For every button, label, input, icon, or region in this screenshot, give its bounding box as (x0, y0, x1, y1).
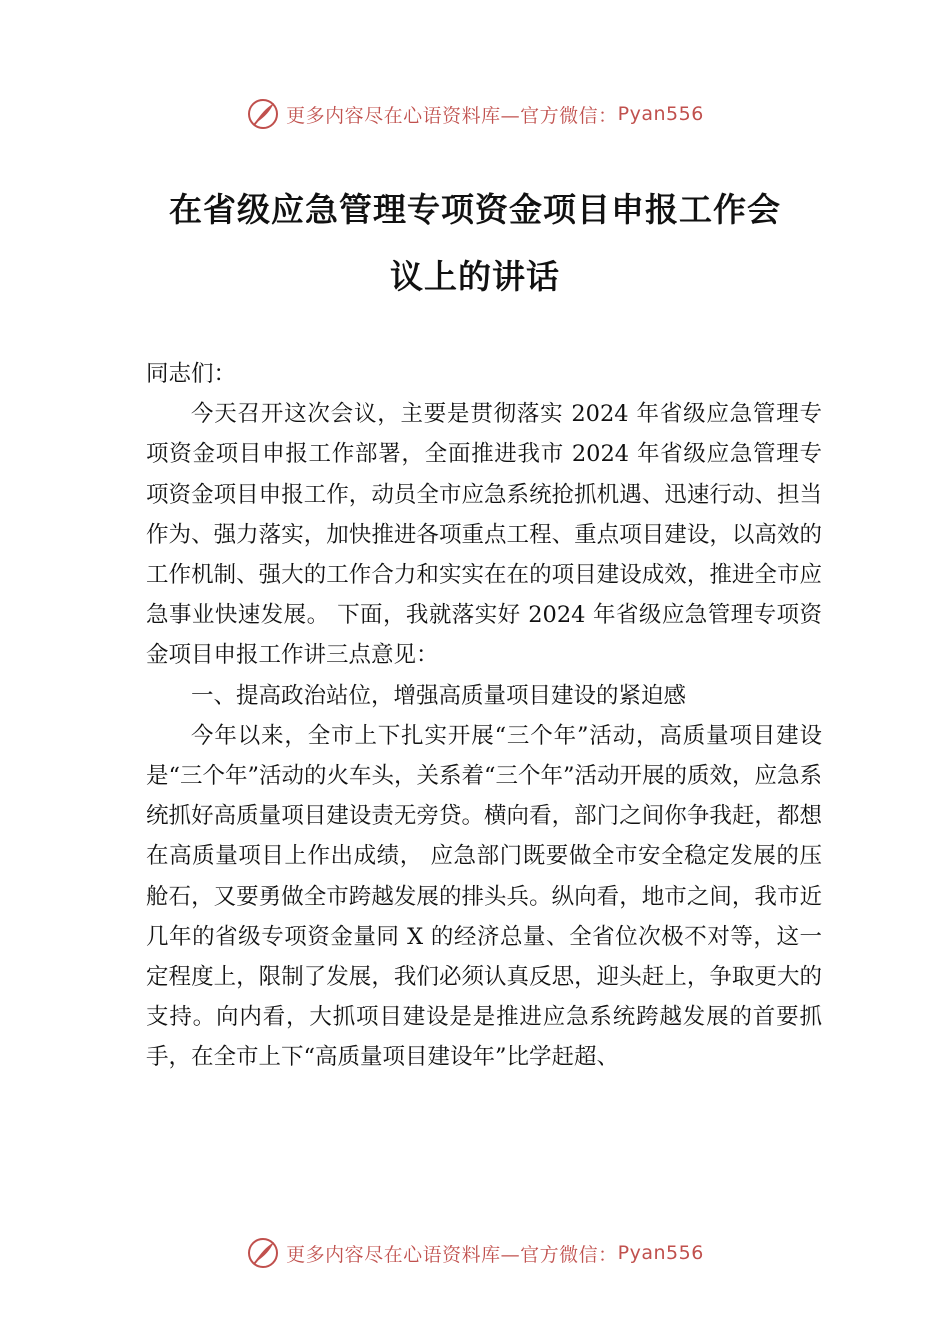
banner-wechat-id: Pyan556 (617, 1242, 704, 1264)
header-banner (0, 94, 950, 134)
banner-text: 更多内容尽在心语资料库—官方微信： (286, 104, 618, 127)
document-title-line2: 议上的讲话 (390, 257, 560, 296)
document-body (146, 354, 822, 1078)
document-title-line1: 在省级应急管理专项资金项目申报工作会 (169, 190, 781, 229)
banner-wechat-id: Pyan556 (617, 103, 704, 125)
salutation: 同志们： (146, 361, 237, 387)
feather-quill-icon (246, 1236, 280, 1270)
paragraph: 今天召开这次会议，主要是贯彻落实 2024 年省级应急管理专项资金项目申报工作部署，全面推进我市 2024 年省级应急管理专项资金项目申报工作，动员全市应急系统抢抓机遇、迅速行动、担当作为、强力落实，加快推进各项重点工程、重点项目建设，以高效的工作机制、强大的工作合力和实实在在的项目建设成效，推进全市应急事业快速发展。 下面，我就落实好 2024 年省级应急管理专项资金项目申报工作讲三点意见： (146, 401, 822, 669)
paragraph: 今年以来，全市上下扎实开展“三个年”活动，高质量项目建设是“三个年”活动的火车头，关系着“三个年”活动开展的质效，应急系统抓好高质量项目建设责无旁贷。横向看，部门之间你争我赶，都想在高质量项目上作出成绩， 应急部门既要做全市安全稳定发展的压舱石，又要勇做全市跨越发展的排头兵。纵向看，地市之间，我市近几年的省级专项资金量同 X 的经济总量、全省位次极不对等，这一定程度上，限制了发展，我们必须认真反思，迎头赶上，争取更大的支持。向内看，大抓项目建设是是推进应急系统跨越发展的首要抓手，在全市上下“高质量项目建设年”比学赶超、 (146, 722, 823, 1071)
feather-quill-icon (246, 97, 280, 131)
section-heading: 一、提高政治站位，增强高质量项目建设的紧迫感 (191, 682, 687, 709)
footer-banner (0, 1233, 950, 1273)
banner-text: 更多内容尽在心语资料库—官方微信： (286, 1243, 618, 1266)
